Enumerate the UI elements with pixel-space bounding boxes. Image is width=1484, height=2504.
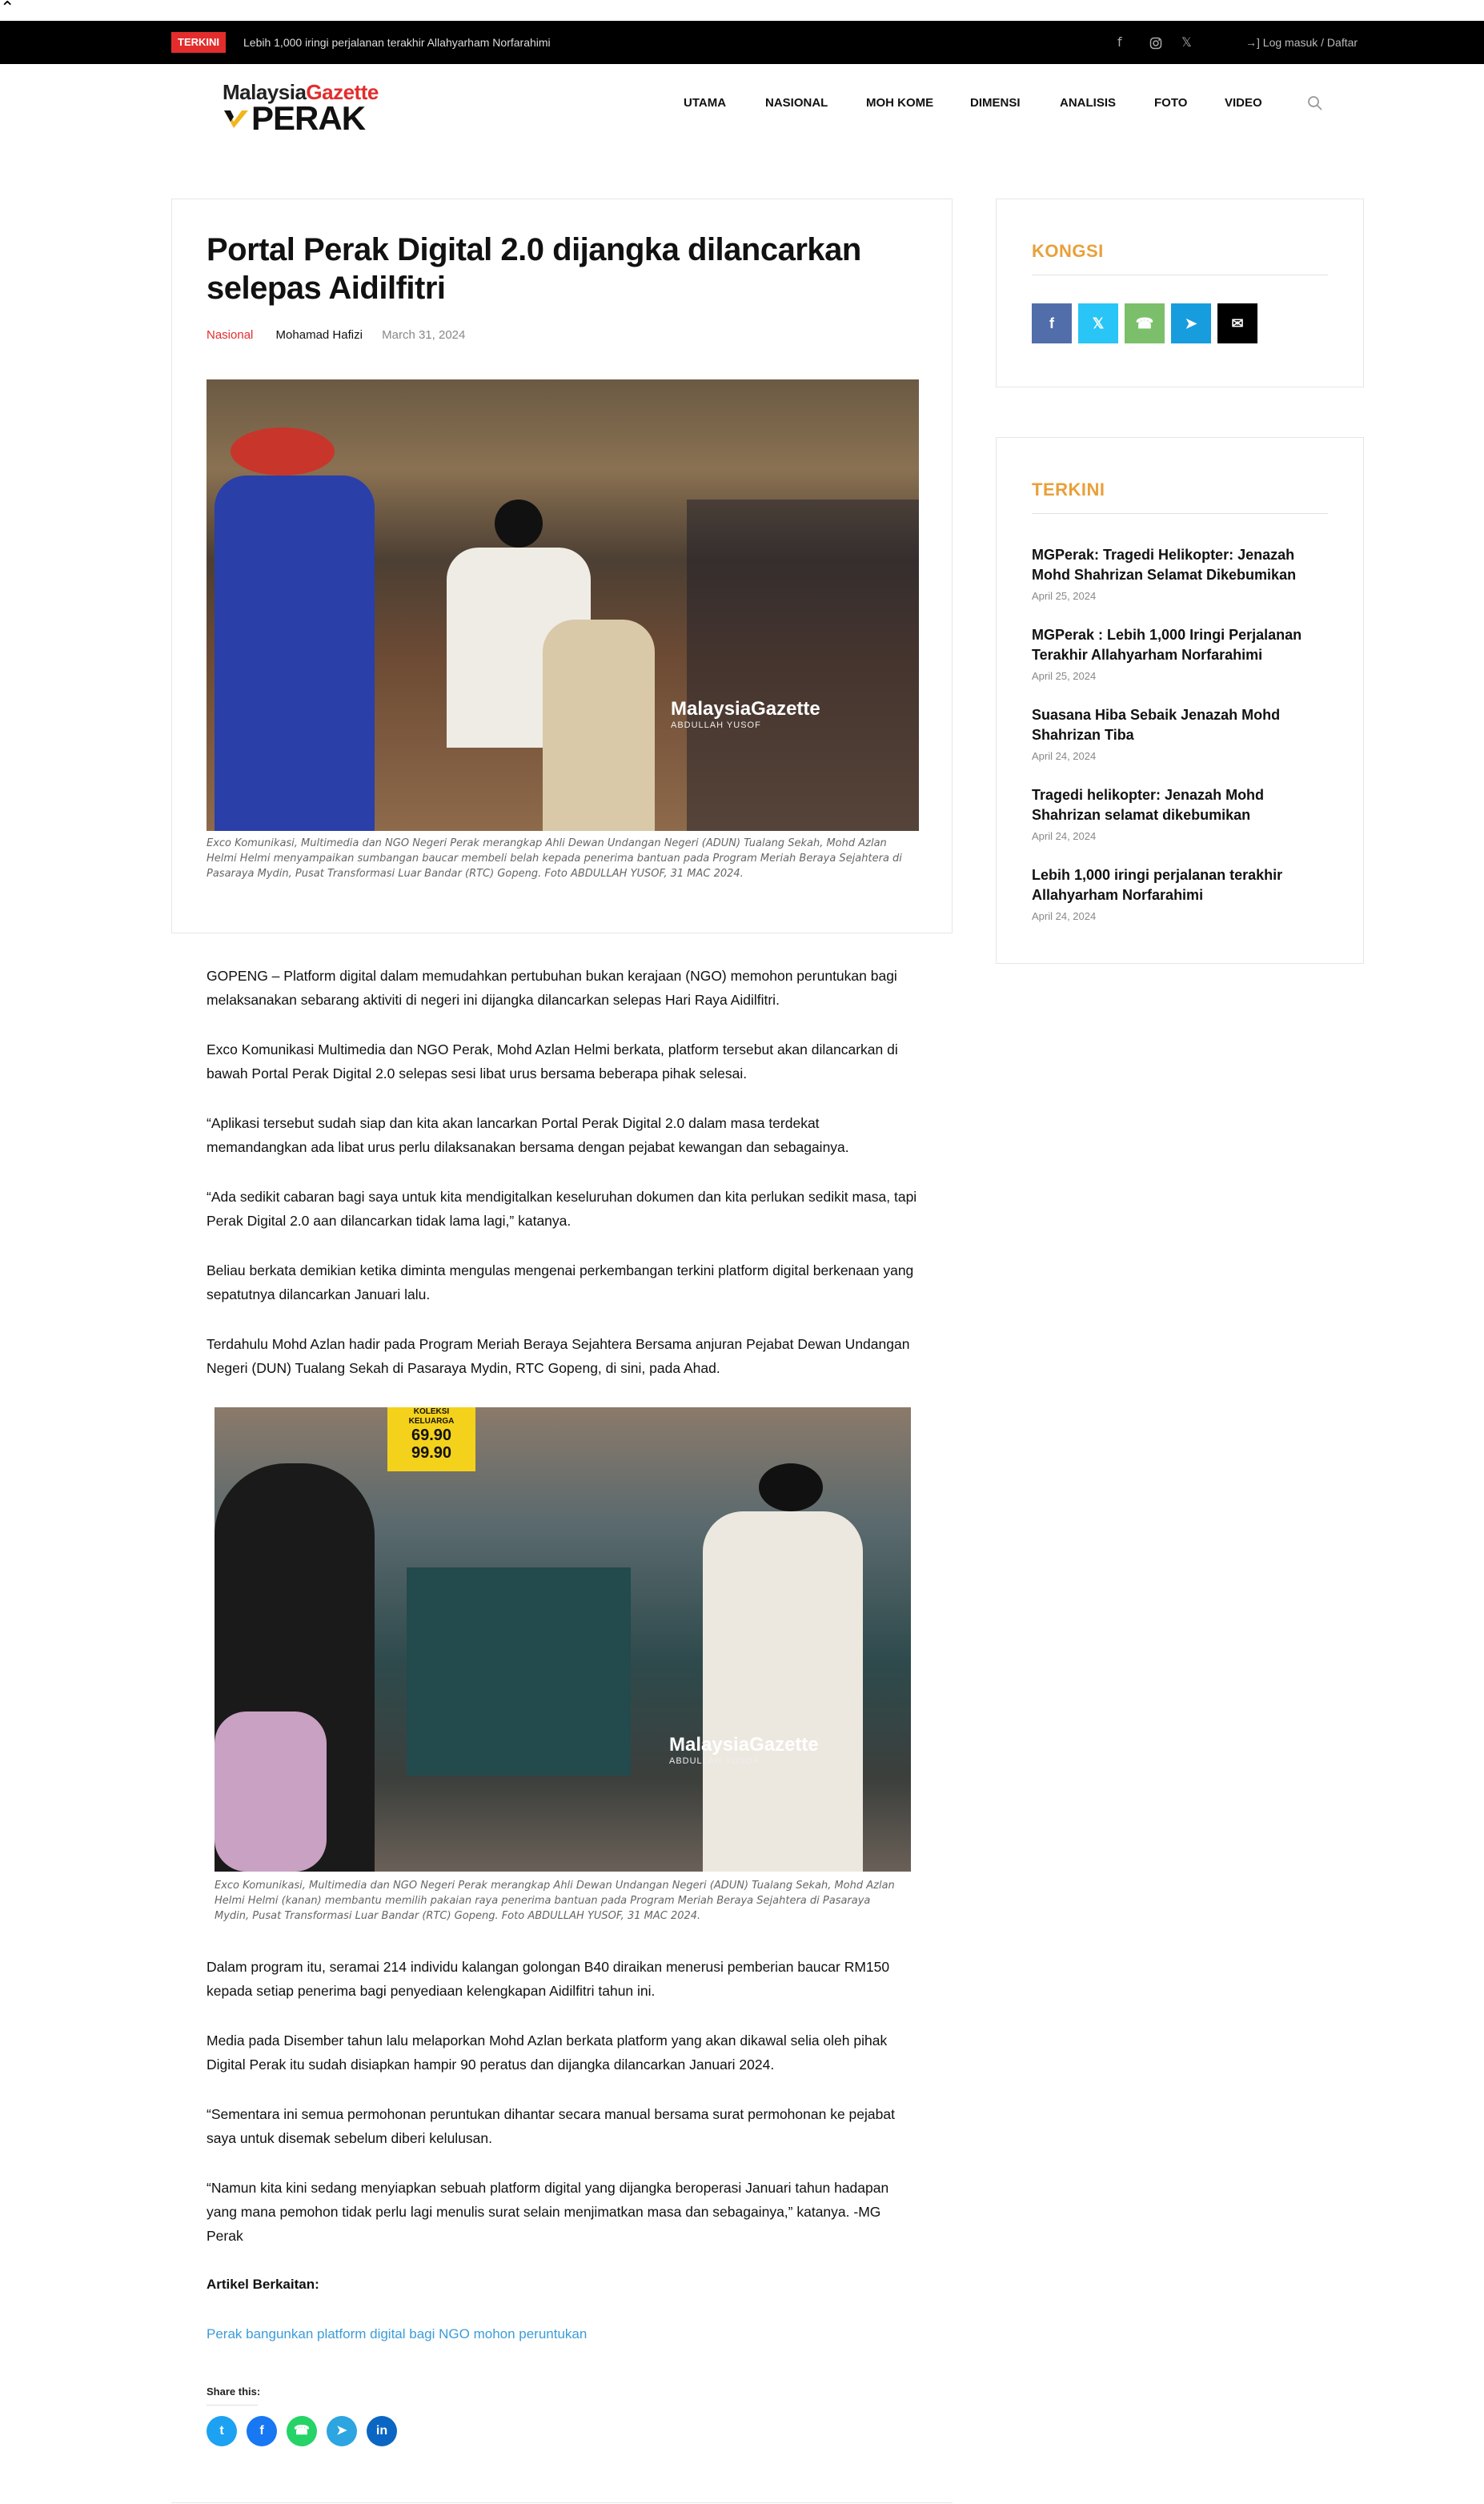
news-ticker-link[interactable]: Lebih 1,000 iringi perjalanan terakhir Allahyarham Norfarahimi [243,36,551,49]
terkini-divider [1032,513,1328,514]
paragraph-5: Beliau berkata demikian ketika diminta mengulas mengenai perkembangan terkini platform digital berkenaan yang sepatutnya dilancarkan Januari lalu. [207,1262,914,1302]
price-sign: KOLEKSI KELUARGA 69.90 99.90 [387,1407,475,1471]
terkini-item-title[interactable]: Tragedi helikopter: Jenazah Mohd Shahrizan selamat dikebumikan [1032,787,1265,823]
kongsi-facebook-button[interactable] [1032,303,1072,343]
terkini-item-title[interactable]: Suasana Hiba Sebaik Jenazah Mohd Shahrizan Tiba [1032,707,1281,743]
telegram-share-button[interactable] [327,2416,357,2446]
article-date: March 31, 2024 [382,328,466,342]
kongsi-x-button[interactable] [1078,303,1118,343]
kongsi-whatsapp-button[interactable] [1125,303,1165,343]
baju-melayu-shape-2 [703,1511,863,1872]
kongsi-email-button[interactable] [1217,303,1257,343]
twitter-share-button[interactable] [207,2416,237,2446]
logo-text-perak: PERAK [251,99,366,137]
terkini-item[interactable] [1032,705,1328,762]
instagram-icon[interactable] [1149,33,1162,52]
logo-text-malaysia: Malaysia [223,80,307,104]
terkini-item-title[interactable]: MGPerak : Lebih 1,000 Iringi Perjalanan Terakhir Allahyarham Norfarahimi [1032,627,1302,663]
logo-text-gazette: Gazette [306,80,379,104]
terkini-item[interactable] [1032,865,1328,922]
terkini-heading: TERKINI [1032,480,1105,500]
login-label: Log masuk / Daftar [1262,36,1358,49]
scroll-top-caret-icon[interactable]: ⌃ [0,0,15,18]
telegram-icon: ➤ [1185,315,1197,331]
terkini-item-date: April 24, 2024 [1032,910,1097,922]
terkini-item-title[interactable]: Lebih 1,000 iringi perjalanan terakhir Allahyarham Norfarahimi [1032,867,1283,903]
paragraph-7: Dalam program itu, seramai 214 individu kalangan golongan B40 diraikan menerusi pemberian baucar RM150 kepada setiap penerima bagi penyediaan kelengkapan Aidilfitri tahun ini. [207,1959,890,1999]
paragraph-4: “Ada sedikit cabaran bagi saya untuk kita mendigitalkan keseluruhan dokumen dan kita perlukan sedikit masa, tapi Perak Digital 2.0 aan dilancarkan tidak lama lagi,” katanya. [207,1189,917,1229]
linkedin-share-button[interactable] [367,2416,397,2446]
paragraph-10: “Namun kita kini sedang menyiapkan sebuah platform digital yang dijangka beroperasi Januari tahun hadapan yang mana pemohon tidak perlu lagi menulis surat selain menjimatkan masa dan sebagainya,” katanya. -MG Perak [207,2180,889,2244]
article-title: Portal Perak Digital 2.0 dijangka dilancarkan selepas Aidilfitri [207,232,861,306]
site-logo[interactable] [221,77,397,137]
nav-moh-kome[interactable]: MOH KOME [866,96,934,110]
nav-dimensi[interactable]: DIMENSI [970,96,1021,110]
paragraph-9: “Sementara ini semua permohonan peruntukan dihantar secara manual bersama surat permohonan ke pejabat saya untuk disemak sebelum diberi kelulusan. [207,2106,895,2146]
share-heading: Share this: [207,2386,261,2398]
facebook-icon: f [1049,315,1054,331]
photo-2-caption: Exco Komunikasi, Multimedia dan NGO Negeri Perak merangkap Ahli Dewan Undangan Negeri (ADUN) Tualang Sekah, Mohd Azlan Helmi Helmi (kanan) membantu memilih pakaian raya penerima bantuan pada Program Meriah Beraya Sejahtera di Pasaraya Mydin, Pusat Transformasi Luar Bandar (RTC) Gopeng. Foto ABDULLAH YUSOF, 31 MAC 2024. [215,1880,895,1922]
related-article-link[interactable]: Perak bangunkan platform digital bagi NGO mohon peruntukan [207,2326,588,2341]
x-icon: 𝕏 [1092,315,1105,331]
terkini-item[interactable] [1032,545,1328,602]
terkini-item-date: April 25, 2024 [1032,670,1097,682]
whatsapp-icon: ☎ [294,2424,310,2438]
x-twitter-icon[interactable]: 𝕏 [1181,34,1192,50]
child-shape [543,620,655,831]
twitter-icon: t [219,2424,224,2438]
terkini-item-date: April 25, 2024 [1032,590,1097,602]
login-link[interactable] [1245,34,1358,51]
facebook-icon: f [259,2424,264,2438]
kongsi-widget [996,199,1364,387]
photo-1-caption: Exco Komunikasi, Multimedia dan NGO Negeri Perak merangkap Ahli Dewan Undangan Negeri (ADUN) Tualang Sekah, Mohd Azlan Helmi Helmi menyampaikan sumbangan baucar membeli belah kepada penerima bantuan pada Program Meriah Beraya Sejahtera di Pasaraya Mydin, Pusat Transformasi Luar Bandar (RTC) Gopeng. Foto ABDULLAH YUSOF, 31 MAC 2024. [207,837,902,880]
photo-1-watermark: MalaysiaGazette ABDULLAH YUSOF [671,698,820,730]
article-bottom-divider [171,2502,953,2503]
paragraph-3: “Aplikasi tersebut sudah siap dan kita akan lancarkan Portal Perak Digital 2.0 dalam masa terdekat memandangkan ada libat urus perlu dilaksanakan bersama dengan pejabat kewangan dan sebagainya. [207,1115,849,1155]
logo-chevron-icon [223,107,250,130]
related-heading: Artikel Berkaitan: [207,2277,319,2292]
nav-utama[interactable]: UTAMA [684,96,727,110]
facebook-icon[interactable]: f [1117,34,1122,50]
kongsi-heading: KONGSI [1032,241,1104,261]
paragraph-8: Media pada Disember tahun lalu melaporkan Mohd Azlan berkata platform yang akan dikawal selia oleh pihak Digital Perak itu sudah disiapkan hampir 90 peratus dan dijangka dilancarkan Januari 2024. [207,2032,888,2073]
linkedin-icon: in [375,2424,388,2438]
login-icon: →] [1245,36,1260,49]
article-meta [207,327,465,344]
terkini-item[interactable] [1032,625,1328,682]
email-icon: ✉ [1231,315,1244,331]
terkini-widget [996,437,1364,964]
whatsapp-share-button[interactable] [287,2416,317,2446]
top-bar [0,21,1484,64]
photo-2-watermark: MalaysiaGazette ABDULLAH YUSOF [669,1734,819,1766]
crowd-shape [687,500,919,831]
category-link[interactable]: Nasional [207,328,254,342]
terkini-badge: TERKINI [171,32,226,53]
telegram-icon: ➤ [336,2424,347,2438]
terkini-item-date: April 24, 2024 [1032,830,1097,842]
nav-video[interactable]: VIDEO [1225,96,1262,110]
nav-analisis[interactable]: ANALISIS [1060,96,1117,110]
paragraph-2: Exco Komunikasi Multimedia dan NGO Perak, Mohd Azlan Helmi berkata, platform tersebut akan dilancarkan di bawah Portal Perak Digital 2.0 selepas sesi libat urus bersama beberapa pihak selesai. [207,1041,898,1081]
nav-foto[interactable]: FOTO [1154,96,1188,110]
green-clothes-shape [407,1567,631,1776]
article-photo-2 [215,1407,911,1872]
uniform-shape [215,476,375,831]
songkok-shape [495,500,543,548]
paragraph-1: GOPENG – Platform digital dalam memudahkan pertubuhan bukan kerajaan (NGO) memohon peruntukan bagi melaksanakan sebarang aktiviti di negeri ini dijangka dilancarkan selepas Hari Raya Aidilfitri. [207,968,897,1008]
site-header [0,64,1484,144]
article-photo-1 [207,379,919,831]
terkini-item-date: April 24, 2024 [1032,750,1097,762]
kongsi-telegram-button[interactable] [1171,303,1211,343]
nav-nasional[interactable]: NASIONAL [765,96,828,110]
search-icon[interactable] [1306,94,1324,112]
share-divider [207,2405,258,2406]
facebook-share-button[interactable] [247,2416,277,2446]
whatsapp-icon: ☎ [1135,315,1154,331]
paragraph-6: Terdahulu Mohd Azlan hadir pada Program Meriah Beraya Sejahtera Bersama anjuran Pejabat Dewan Undangan Negeri (DUN) Tualang Sekah di Pasaraya Mydin, RTC Gopeng, di sini, pada Ahad. [207,1336,910,1376]
red-beret-shape [231,427,335,476]
terkini-item-title[interactable]: MGPerak: Tragedi Helikopter: Jenazah Mohd Shahrizan Selamat Dikebumikan [1032,547,1297,583]
author-link[interactable]: Mohamad Hafizi [275,328,363,342]
terkini-item[interactable] [1032,785,1328,842]
songkok-shape-2 [759,1463,823,1511]
floral-cloth-shape [215,1711,327,1872]
